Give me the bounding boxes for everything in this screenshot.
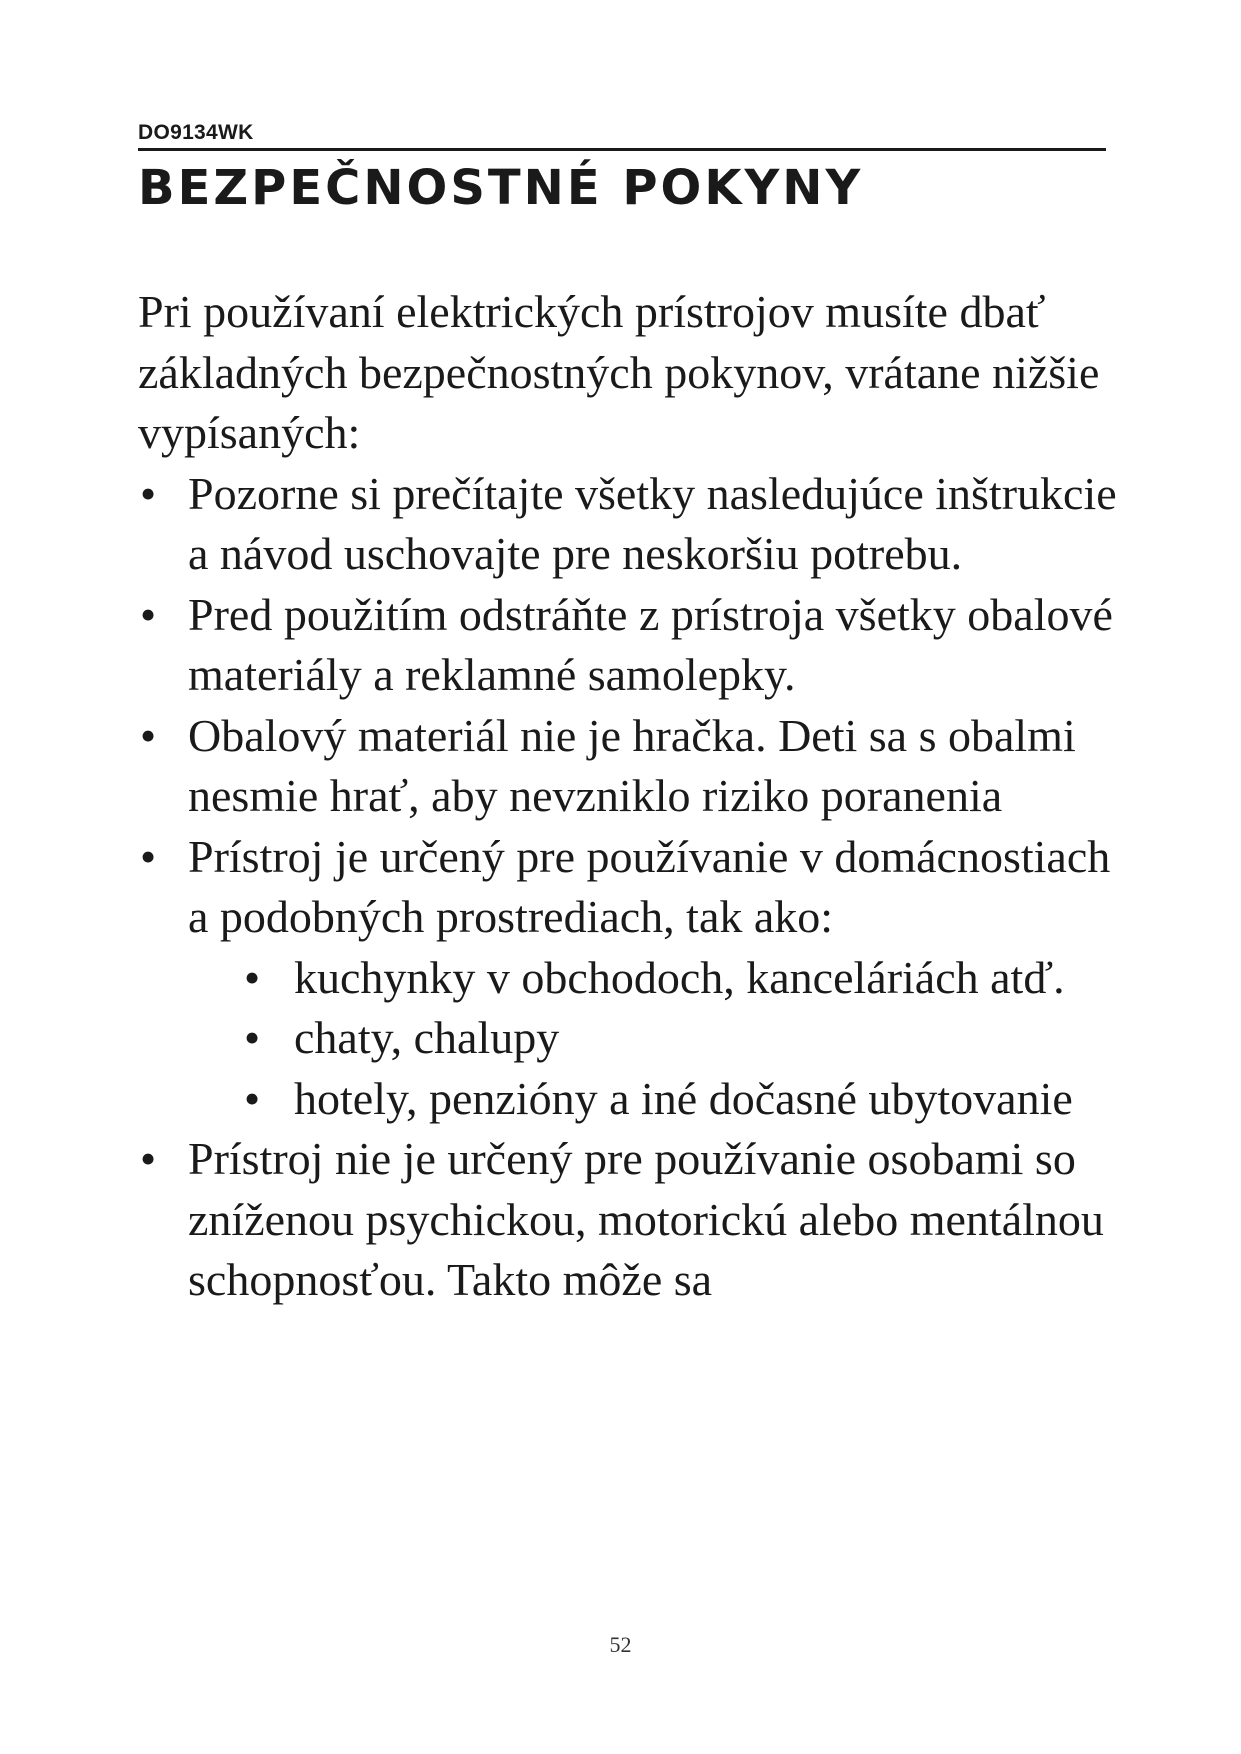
- list-item-text: Prístroj je určený pre používanie v domácnostiach a podobných prostrediach, tak ako:: [188, 830, 1111, 942]
- list-item: • Obalový materiál nie je hračka. Deti sa s obalmi nesmie hrať, aby nevzniklo riziko poranenia: [138, 706, 1118, 827]
- document-body: [138, 282, 1118, 1311]
- safety-list: [138, 464, 1118, 1311]
- list-item-with-sublist: [138, 827, 1118, 1130]
- page-number: 52: [609, 1632, 632, 1657]
- intro-paragraph: Pri používaní elektrických prístrojov musíte dbať základných bezpečnostných pokynov, vrátane nižšie vypísaných:: [138, 286, 1100, 458]
- list-item: • Pozorne si prečítajte všetky nasledujúce inštrukcie a návod uschovajte pre neskoršiu potrebu.: [138, 464, 1118, 585]
- sub-list-item: • chaty, chalupy: [244, 1008, 1118, 1069]
- list-item: • Pred použitím odstráňte z prístroja všetky obalové materiály a reklamné samolepky.: [138, 585, 1118, 706]
- header-divider: [138, 148, 1106, 151]
- page-title: BEZPEČNOSTNÉ POKYNY: [138, 160, 864, 216]
- sub-list-item: • hotely, penzióny a iné dočasné ubytovanie: [244, 1069, 1118, 1130]
- list-item: • Prístroj nie je určený pre používanie osobami so zníženou psychickou, motorickú alebo mentálnou schopnosťou. Takto môže sa: [138, 1129, 1118, 1311]
- model-number: DO9134WK: [138, 121, 254, 144]
- sub-list-item: • kuchynky v obchodoch, kanceláriách atď.: [244, 948, 1118, 1009]
- sub-list: [188, 948, 1118, 1130]
